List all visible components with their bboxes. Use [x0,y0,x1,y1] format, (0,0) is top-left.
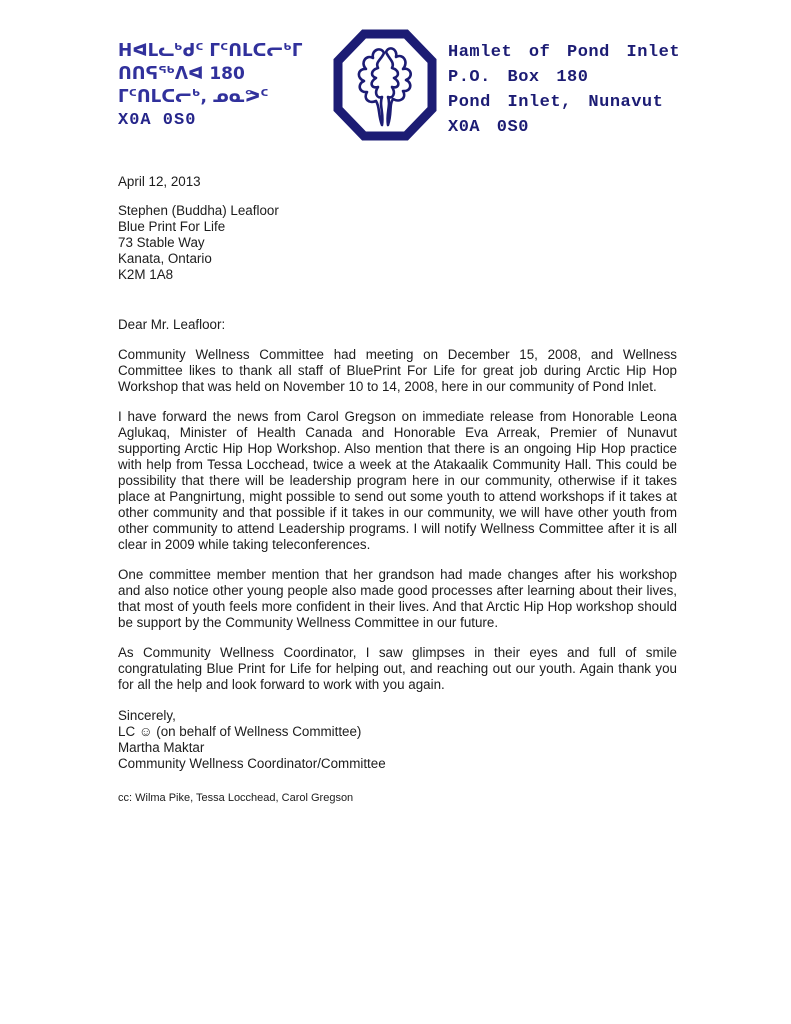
po-box: P.O. Box 180 [448,68,589,87]
inuktitut-hamlet-name: ᕼᐊᒪᓚᒃᑯᑦ ᒥᑦᑎᒪᑕᓕᒃᒥ [118,41,303,61]
recipient-address-block [118,203,677,283]
recipient-postal-code: K2M 1A8 [118,267,174,282]
body-paragraph-2: I have forward the news from Carol Gregson on immediate release from Honorable Leona Aglukaq, Minister of Health Canada and Honorable Eva Arreak, Premier of Nunavut supporting Arctic Hip Hop Workshop. Also mention that there is an ongoing Hip Hop practice with help from Tessa Locchead, twice a week at the Atakaalik Community Hall. This could be possibility that there will be leadership program here in our community, otherwise if it takes place at Pangnirtung, might possible to send out some youth to attend workshops if it takes at other community and that possible if it takes in our community, we will have other youth from other community to attend Leadership programs. I will notify Wellness Committee after it is all clear in 2009 while taking teleconferences. [118,409,677,552]
letter-body [118,174,677,806]
community-territory: Pond Inlet, Nunavut [448,93,664,112]
salutation: Dear Mr. Leafloor: [118,317,226,332]
date-line: April 12, 2013 [118,174,201,189]
inuktitut-po-box: ᑎᑎᕋᖅᐱᐊ 180 [118,64,245,84]
hamlet-name: Hamlet of Pond Inlet [448,43,681,62]
inuktitut-community-territory: ᒥᑦᑎᒪᑕᓕᒃ, ᓄᓇᕗᑦ [118,87,269,107]
recipient-name: Stephen (Buddha) Leafloor [118,203,279,218]
closing-block [118,708,677,772]
letterhead-inuktitut-address-block [118,40,333,132]
octagon-emblem-icon [333,29,437,141]
hamlet-emblem-logo [333,29,437,141]
recipient-city-province: Kanata, Ontario [118,251,212,266]
closing-initials-smiley: LC ☺ (on behalf of Wellness Committee) [118,724,362,739]
signer-title: Community Wellness Coordinator/Committee [118,756,386,771]
body-paragraph-4: As Community Wellness Coordinator, I saw glimpses in their eyes and full of smile congratulating Blue Print for Life for helping out, and reaching out our youth. Again thank you for all the help and look forward to work with you again. [118,645,677,692]
cc-line: cc: Wilma Pike, Tessa Locchead, Carol Gregson [118,792,354,804]
letterhead-english-address-block [448,40,680,140]
postal-code: X0A 0S0 [448,118,529,137]
body-paragraph-1: Community Wellness Committee had meeting on December 15, 2008, and Wellness Committee likes to thank all staff of BluePrint For Life for great job during Arctic Hip Hop Workshop that was held on November 10 to 14, 2008, here in our community of Pond Inlet. [118,347,677,394]
recipient-organization: Blue Print For Life [118,219,226,234]
closing-sincerely: Sincerely, [118,708,176,723]
inuktitut-postal-code: X0A 0S0 [118,111,197,130]
signer-name: Martha Maktar [118,740,205,755]
recipient-street: 73 Stable Way [118,235,205,250]
body-paragraph-3: One committee member mention that her grandson had made changes after his workshop and also notice other young people also made good processes after learning about their lives, that most of youth feels more confident in their lives. And that Arctic Hip Hop workshop should be support by the Community Wellness Committee in our future. [118,567,677,630]
